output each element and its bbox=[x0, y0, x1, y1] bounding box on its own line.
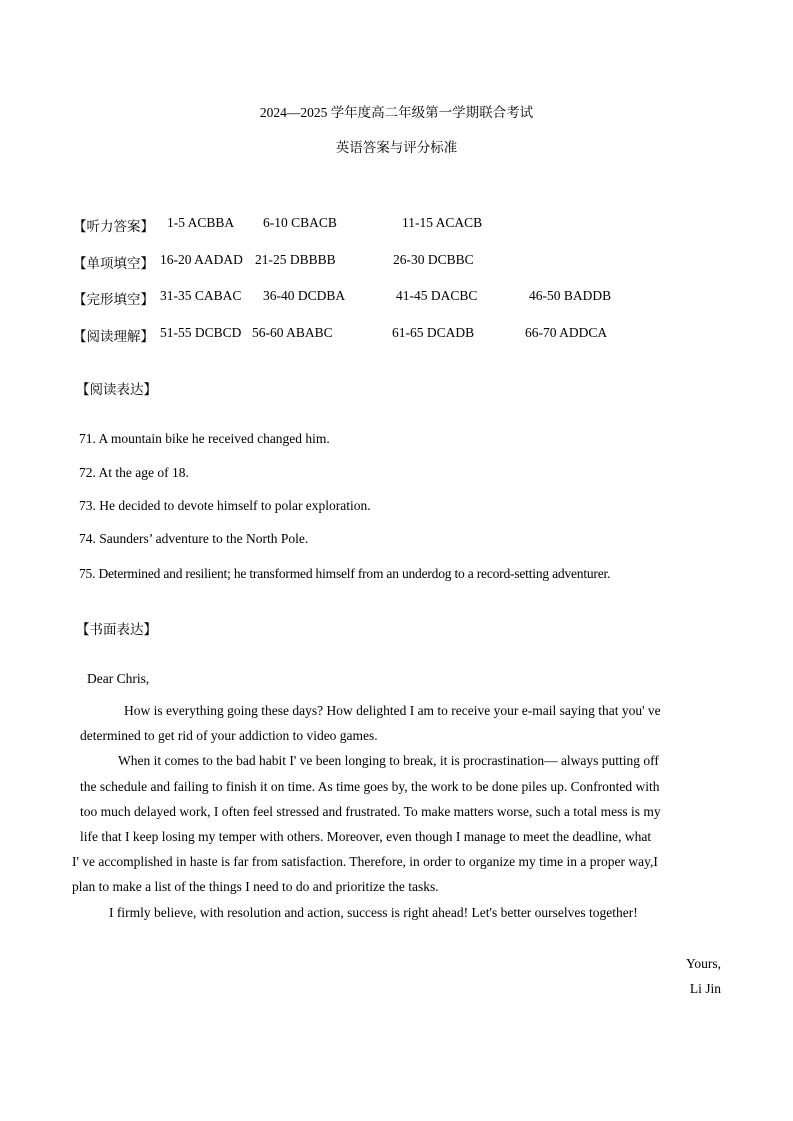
answer-group: 21-25 DBBBB bbox=[255, 252, 336, 267]
reading-expression-heading: 【阅读表达】 bbox=[76, 382, 157, 398]
cloze-label: 【完形填空】 bbox=[73, 292, 154, 308]
list-item: 75. Determined and resilient; he transformed himself from an underdog to a record-setting adventurer. bbox=[79, 566, 611, 581]
letter-salutation: Dear Chris, bbox=[87, 671, 150, 686]
list-item: 72. At the age of 18. bbox=[79, 465, 189, 480]
letter-line: too much delayed work, I often feel stressed and frustrated. To make matters worse, such a total mess is my bbox=[80, 804, 661, 819]
letter-signature: Li Jin bbox=[689, 981, 721, 996]
letter-line: When it comes to the bad habit I' ve been longing to break, it is procrastination— always putting off bbox=[118, 753, 659, 768]
list-item: 74. Saunders’ adventure to the North Pole. bbox=[79, 531, 309, 546]
answer-group: 41-45 DACBC bbox=[396, 288, 478, 303]
list-item: 71. A mountain bike he received changed him. bbox=[79, 431, 330, 446]
answer-group: 61-65 DCADB bbox=[392, 325, 475, 340]
letter-line: I' ve accomplished in haste is far from satisfaction. Therefore, in order to organize my time in a proper way,I bbox=[72, 854, 658, 869]
page-subtitle: 英语答案与评分标准 bbox=[335, 140, 458, 155]
letter-line: I firmly believe, with resolution and action, success is right ahead! Let's better ourselves together! bbox=[109, 905, 638, 920]
answer-group: 66-70 ADDCA bbox=[525, 325, 608, 340]
answer-group: 51-55 DCBCD bbox=[160, 325, 242, 340]
letter-closing: Yours, bbox=[685, 956, 721, 971]
list-item: 73. He decided to devote himself to polar exploration. bbox=[79, 498, 371, 513]
writing-heading: 【书面表达】 bbox=[76, 622, 157, 638]
answer-group: 11-15 ACACB bbox=[402, 215, 483, 230]
reading-label: 【阅读理解】 bbox=[73, 329, 154, 345]
single-choice-label: 【单项填空】 bbox=[73, 256, 154, 272]
answer-group: 6-10 CBACB bbox=[263, 215, 337, 230]
letter-line: How is everything going these days? How delighted I am to receive your e-mail saying that you' ve bbox=[124, 703, 661, 718]
letter-line: plan to make a list of the things I need to do and prioritize the tasks. bbox=[72, 879, 439, 894]
answer-group: 46-50 BADDB bbox=[529, 288, 612, 303]
answer-group: 16-20 AADAD bbox=[160, 252, 243, 267]
listening-label: 【听力答案】 bbox=[73, 219, 154, 235]
page-title: 2024—2025 学年度高二年级第一学期联合考试 bbox=[259, 105, 534, 120]
letter-line: life that I keep losing my temper with others. Moreover, even though I manage to meet the deadline, what bbox=[80, 829, 652, 844]
letter-line: the schedule and failing to finish it on time. As time goes by, the work to be done piles up. Confronted with bbox=[80, 779, 660, 794]
answer-group: 36-40 DCDBA bbox=[263, 288, 346, 303]
answer-group: 31-35 CABAC bbox=[160, 288, 242, 303]
letter-line: determined to get rid of your addiction to video games. bbox=[80, 728, 378, 743]
answer-group: 1-5 ACBBA bbox=[167, 215, 235, 230]
answer-group: 56-60 ABABC bbox=[252, 325, 333, 340]
answer-group: 26-30 DCBBC bbox=[393, 252, 474, 267]
